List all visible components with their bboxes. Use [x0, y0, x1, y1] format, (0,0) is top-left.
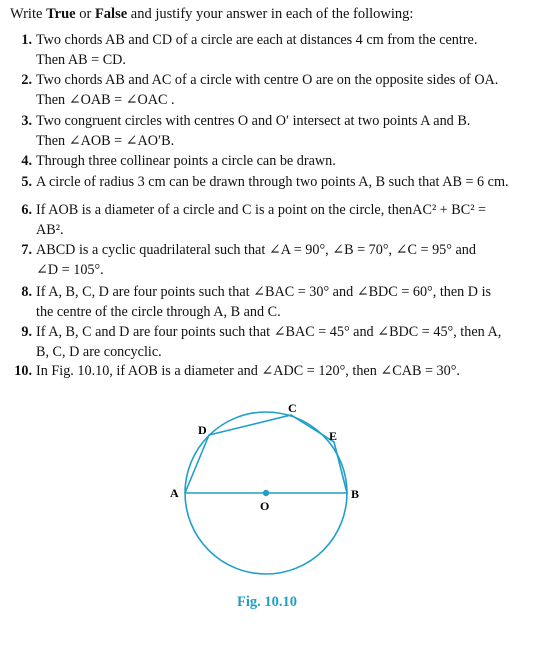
question-number: 3.	[21, 113, 32, 129]
question-number: 7.	[21, 242, 32, 258]
question-text	[36, 30, 526, 70]
label-C: C	[288, 401, 297, 415]
question-text	[36, 282, 526, 322]
intro-true: True	[46, 6, 76, 22]
question-text	[36, 322, 526, 362]
question-text-line: ∠D = 105°.	[36, 262, 104, 278]
question-number: 5.	[21, 174, 32, 190]
question-number: 2.	[21, 72, 32, 88]
question-text-line: If A, B, C, D are four points such that ∠BAC = 30° and ∠BDC = 60°, then D is	[36, 284, 492, 300]
question-item	[6, 30, 526, 70]
question-text	[36, 151, 526, 171]
question-text	[36, 361, 526, 381]
question-text	[36, 172, 526, 192]
question-text	[36, 200, 526, 240]
instructions	[10, 6, 413, 23]
question-text	[36, 240, 526, 280]
intro-prefix: Write	[10, 6, 47, 22]
centre-point	[263, 490, 269, 496]
intro-suffix: and justify your answer in each of the following:	[127, 6, 414, 22]
question-text-line: Then ∠AOB = ∠AO′B.	[36, 133, 175, 149]
question-number: 8.	[21, 284, 32, 300]
question-number: 9.	[21, 324, 32, 340]
chord-path-ADCEB	[185, 415, 347, 493]
question-number: 6.	[21, 202, 32, 218]
question-text-line: AB².	[36, 222, 64, 238]
question-item	[6, 322, 526, 362]
question-item	[6, 240, 526, 280]
question-text-line: If AOB is a diameter of a circle and C is a point on the circle, thenAC² + BC² =	[36, 202, 487, 218]
question-text-line: In Fig. 10.10, if AOB is a diameter and ∠ADC = 120°, then ∠CAB = 30°.	[36, 363, 460, 379]
question-text-line: the centre of the circle through A, B and C.	[36, 304, 281, 320]
question-item	[6, 172, 526, 192]
question-text-line: If A, B, C and D are four points such that ∠BAC = 45° and ∠BDC = 45°, then A,	[36, 324, 502, 340]
label-D: D	[198, 423, 207, 437]
question-text-line: Two chords AB and AC of a circle with centre O are on the opposite sides of OA.	[36, 72, 499, 88]
intro-false: False	[94, 6, 128, 22]
question-text-line: Then AB = CD.	[36, 52, 126, 68]
question-item	[6, 151, 526, 171]
intro-or: or	[75, 6, 95, 22]
label-A: A	[170, 486, 179, 500]
question-number: 4.	[21, 153, 32, 169]
question-item	[6, 361, 526, 381]
label-B: B	[351, 487, 360, 501]
question-text-line: A circle of radius 3 cm can be drawn through two points A, B such that AB = 6 cm.	[36, 174, 509, 190]
question-item	[6, 70, 526, 110]
label-O: O	[260, 499, 270, 513]
question-text-line: B, C, D are concyclic.	[36, 344, 162, 360]
question-text	[36, 111, 526, 151]
question-text	[36, 70, 526, 110]
question-text-line: Two chords AB and CD of a circle are each at distances 4 cm from the centre.	[36, 32, 478, 48]
question-text-line: ABCD is a cyclic quadrilateral such that ∠A = 90°, ∠B = 70°, ∠C = 95° and	[36, 242, 476, 258]
figure-10-10	[160, 398, 380, 598]
question-item	[6, 200, 526, 240]
question-text-line: Then ∠OAB = ∠OAC .	[36, 92, 175, 108]
question-text-line: Through three collinear points a circle can be drawn.	[36, 153, 336, 169]
question-item	[6, 111, 526, 151]
figure-caption: Fig. 10.10	[236, 594, 297, 610]
question-number: 1.	[21, 32, 32, 48]
label-E: E	[329, 429, 338, 443]
question-text-line: Two congruent circles with centres O and O′ intersect at two points A and B.	[36, 113, 471, 129]
question-item	[6, 282, 526, 322]
question-number: 10.	[14, 363, 32, 379]
